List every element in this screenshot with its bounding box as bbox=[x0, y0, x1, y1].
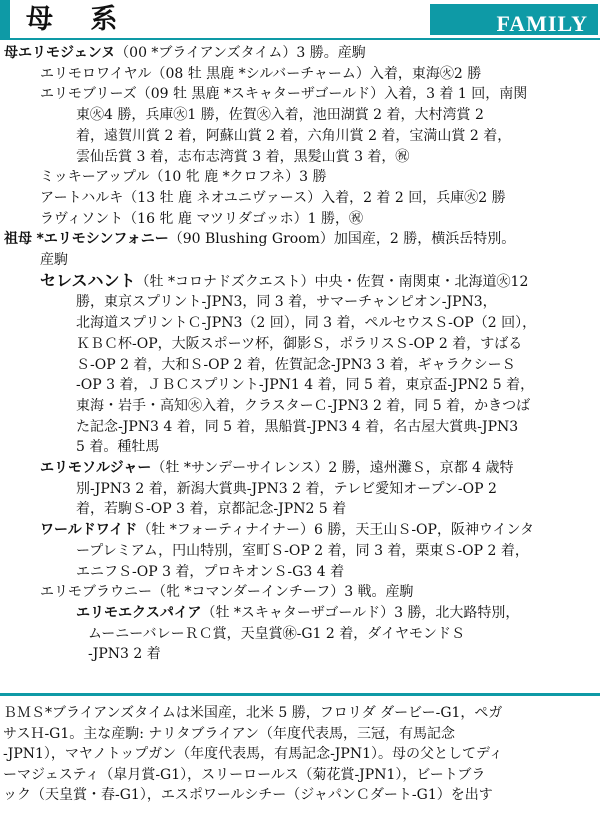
bms-line: -JPN1），マヤノトップガン（年度代表馬，有馬記念-JPN1）。母の父としてディ bbox=[3, 746, 503, 762]
gd-foal-name: エリモブラウニー bbox=[40, 584, 152, 601]
header-accent-tab bbox=[0, 0, 10, 40]
gd-foal-first: （牝 *コマンダーインチーフ）3 戦。産駒 bbox=[152, 584, 414, 601]
gd-foal-line bbox=[0, 520, 600, 541]
dam-entry bbox=[0, 43, 600, 64]
gd-foal-name: エリモソルジャー bbox=[40, 460, 152, 477]
dam-foal-line: アートハルキ（13 牡 鹿 ネオユニヴァース）入着，2 着 2 回，兵庫㊋2 勝 bbox=[40, 189, 506, 206]
granddam-label: 祖母 bbox=[4, 231, 32, 248]
gd-foal-cont: Ｓ-OP 2 着，大和Ｓ-OP 2 着，佐賀記念-JPN3 3 着，ギャラクシーＳ bbox=[76, 356, 516, 373]
gd-foal-cont: 5 着。種牡馬 bbox=[76, 439, 160, 456]
bms-line: ＢＭＳ*ブライアンズタイムは米国産，北米 5 勝，フロリダ ダービー-G1，ペガ bbox=[3, 705, 503, 721]
gd-foal-cont: ＫＢＣ杯-OP，大阪スポーツ杯，御影Ｓ，ポラリスＳ-OP 2 着，すばる bbox=[76, 335, 523, 352]
header-rule bbox=[0, 38, 600, 40]
gd-foal-line bbox=[0, 271, 600, 293]
family-content bbox=[0, 43, 600, 665]
dam-foal-line: ミッキーアップル（10 牝 鹿 *クロフネ）3 勝 bbox=[40, 169, 327, 186]
gd-foal-cont: 勝，東京スプリント-JPN3，同 3 着，サマーチャンピオン-JPN3， bbox=[76, 294, 497, 311]
dam-foal-line: ラヴィソント（16 牝 鹿 マツリダゴッホ）1 勝，㊗ bbox=[40, 210, 363, 227]
dam-description: （00 *ブライアンズタイム）3 勝。産駒 bbox=[115, 45, 366, 61]
dam-foal-line: 雲仙岳賞 3 着，志布志湾賞 3 着，黒髪山賞 3 着，㊗ bbox=[76, 148, 410, 165]
section-english-title: FAMILY bbox=[496, 11, 588, 36]
section-title: 母 系 bbox=[26, 4, 132, 35]
bms-line: ーマジェスティ（皐月賞-G1），スリーロールス（菊花賞-JPN1），ビートブラ bbox=[3, 766, 486, 783]
gd-foal-name: ワールドワイド bbox=[40, 522, 138, 539]
granddam-foals-label: 産駒 bbox=[40, 252, 68, 269]
granddam-name: *エリモシンフォニー bbox=[36, 231, 169, 248]
gd-foal-cont: 別-JPN3 2 着，新潟大賞典-JPN3 2 着，テレビ愛知オープン-OP 2 bbox=[76, 480, 497, 497]
gd-foal-cont: ープレミアム，円山特別，室町Ｓ-OP 2 着，同 3 着，栗東Ｓ-OP 2 着， bbox=[76, 542, 529, 559]
dam-name: エリモジェンヌ bbox=[18, 45, 116, 61]
gd-foal-name: セレスハント bbox=[40, 270, 136, 290]
dam-foal-line: エリモロワイヤル（08 牡 黒鹿 *シルバーチャーム）入着，東海㊋2 勝 bbox=[40, 65, 482, 82]
third-gen-cont: -JPN3 2 着 bbox=[88, 646, 161, 663]
granddam-description: （90 Blushing Groom）加国産，2 勝，横浜岳特別。 bbox=[168, 231, 516, 248]
bms-line: サスＨ-G1。主な産駒: ナリタブライアン（年度代表馬，三冠，有馬記念 bbox=[3, 725, 456, 742]
third-gen-line bbox=[0, 603, 600, 624]
gd-foal-first: （牡 *フォーティナイナー）6 勝，天王山Ｓ-OP，阪神ウインタ bbox=[137, 522, 534, 539]
gd-foal-cont: 着，若駒Ｓ-OP 3 着，京都記念-JPN2 5 着 bbox=[76, 501, 347, 518]
dam-foal-line: 着，遠賀川賞 2 着，阿蘇山賞 2 着，六角川賞 2 着，宝満山賞 2 着， bbox=[76, 127, 512, 144]
gd-foal-cont: た記念-JPN3 4 着，同 5 着，黒船賞-JPN3 4 着，名古屋大賞典-JPN3 bbox=[76, 418, 519, 435]
dam-foal-line: エリモブリーズ（09 牡 黒鹿 *スキャターザゴールド）入着，3 着 1 回，南関 bbox=[40, 86, 528, 103]
bms-paragraph bbox=[0, 703, 600, 806]
gd-foal-cont: -OP 3 着，ＪＢＣスプリント-JPN1 4 着，同 5 着，東京盃-JPN2 5 着， bbox=[76, 377, 535, 394]
granddam-entry bbox=[0, 229, 600, 250]
section-english-bar bbox=[430, 4, 598, 35]
section-divider bbox=[0, 693, 600, 696]
third-gen-cont: ムーニーバレーＲＣ賞，天皇賞㊡-G1 2 着，ダイヤモンドＳ bbox=[88, 625, 465, 642]
gd-foal-first: （牡 *サンデーサイレンス）2 勝，遠州灘Ｓ，京都 4 歳特 bbox=[151, 460, 514, 477]
dam-label: 母 bbox=[4, 45, 18, 61]
dam-foal-line: 東㊋4 勝，兵庫㊋1 勝，佐賀㊋入着，池田湖賞 2 着，大村湾賞 2 bbox=[76, 107, 484, 124]
gd-foal-line bbox=[0, 582, 600, 603]
third-gen-name: エリモエクスパイア bbox=[76, 604, 202, 621]
third-gen-first: （牡 *スキャターザゴールド）3 勝，北大路特別， bbox=[201, 604, 520, 621]
gd-foal-line bbox=[0, 458, 600, 479]
bms-line: ック（天皇賞・春-G1），エスポワールシチー（ジャパンＣダート-G1）を出す bbox=[3, 787, 493, 803]
gd-foal-cont: エニフＳ-OP 3 着，プロキオンＳ-G3 4 着 bbox=[76, 563, 345, 580]
gd-foal-cont: 東海・岩手・高知㊋入着，クラスターＣ-JPN3 2 着，同 5 着，かきつば bbox=[76, 397, 531, 414]
section-header bbox=[0, 0, 600, 40]
gd-foal-first: （牡 *コロナドズクエスト）中央・佐賀・南関東・北海道㊋12 bbox=[135, 273, 529, 290]
gd-foal-cont: 北海道スプリントＣ-JPN3（2 回），同 3 着，ペルセウスＳ-OP（2 回）， bbox=[76, 315, 537, 332]
